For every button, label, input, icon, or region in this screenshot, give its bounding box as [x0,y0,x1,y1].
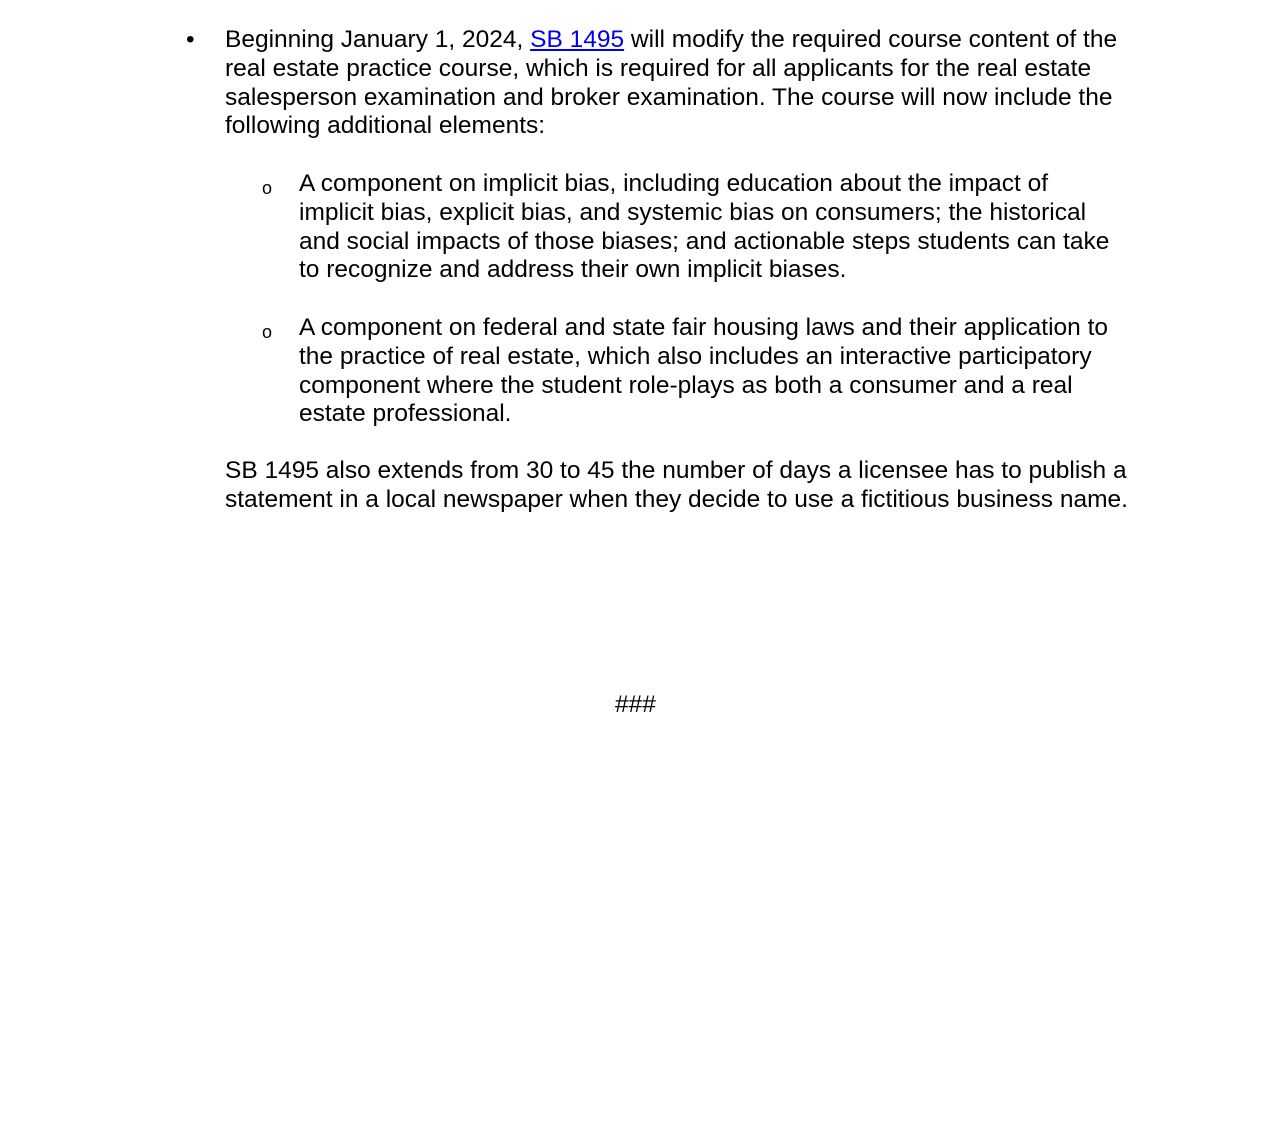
paragraph-fictitious-name: SB 1495 also extends from 30 to 45 the number of days a licensee has to publish a statement in a local newspaper when they decide to use a fictitious business name. [225,457,1128,513]
text: will modify the required course content of the real estate practice course, which is required for all applicants for the real estate salesperson examination and broker examination. The course will now include the following additional elements: [225,26,1118,140]
sb-1495-link[interactable]: SB 1495 [530,26,625,53]
bullet-icon: • [186,26,195,53]
sub-bullet-icon: o [262,178,273,198]
end-mark: ### [615,691,656,718]
sub-item-fair-housing: A component on federal and state fair housing laws and their application to the practice of real estate, which also includes an interactive participatory component where the student role-plays as both a consumer and a real estate professional. [299,314,1109,428]
text: Beginning January 1, 2024, [225,26,531,53]
sub-bullet-icon: o [262,322,273,342]
sub-item-implicit-bias: A component on implicit bias, including education about the impact of implicit bias, explicit bias, and systemic bias on consumers; the historical and social impacts of those biases; and actionable steps students can take to recognize and address their own implicit biases. [299,170,1110,284]
bullet-paragraph [225,26,1125,141]
